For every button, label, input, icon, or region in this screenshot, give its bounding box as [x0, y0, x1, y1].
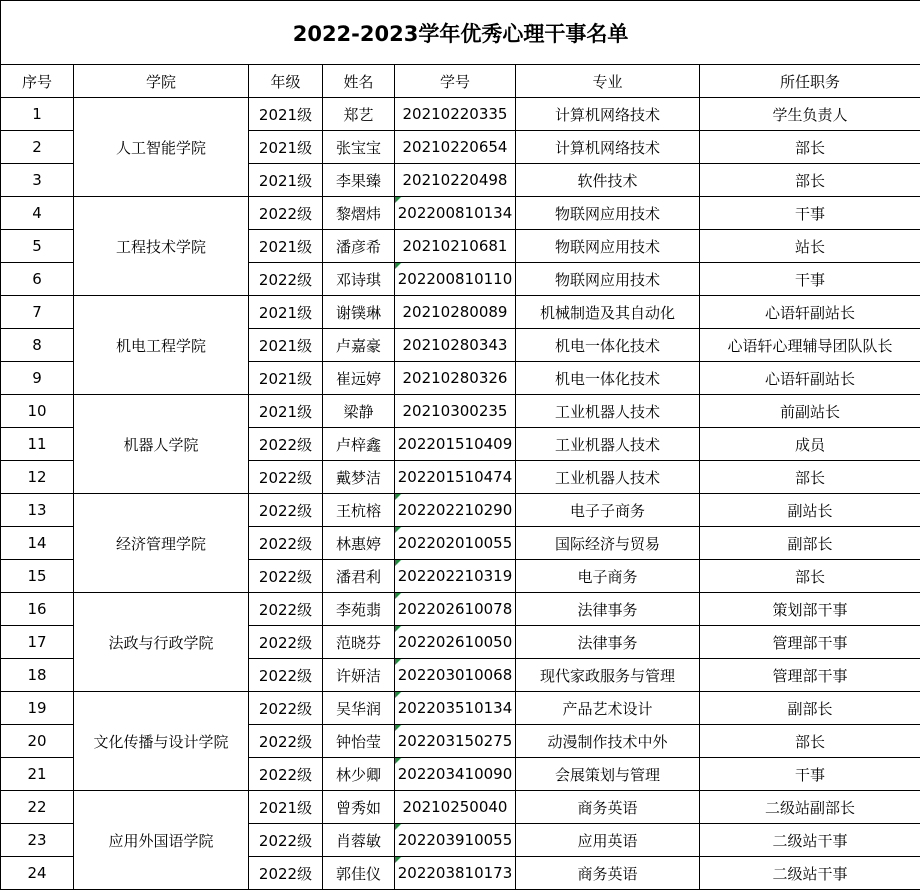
cell-name[interactable]: 潘君利 — [323, 560, 395, 593]
cell-position[interactable]: 管理部干事 — [700, 626, 920, 659]
cell-position[interactable]: 二级站干事 — [700, 857, 920, 890]
cell-position[interactable]: 学生负责人 — [700, 98, 920, 131]
cell-major[interactable]: 物联网应用技术 — [516, 197, 700, 230]
cell-grade[interactable]: 2021级 — [249, 230, 323, 263]
header-cell-no[interactable]: 序号 — [1, 65, 74, 98]
cell-name[interactable]: 王杭榕 — [323, 494, 395, 527]
cell-no[interactable]: 18 — [1, 659, 74, 692]
cell-grade[interactable]: 2022级 — [249, 197, 323, 230]
cell-no[interactable]: 22 — [1, 791, 74, 824]
header-cell-student-id[interactable]: 学号 — [395, 65, 516, 98]
cell-college[interactable]: 法政与行政学院 — [74, 593, 249, 692]
cell-student-id[interactable]: 202203910055 — [395, 824, 516, 857]
sheet-title[interactable]: 2022-2023学年优秀心理干事名单 — [1, 1, 920, 65]
cell-student-id[interactable]: 202203510134 — [395, 692, 516, 725]
cell-college[interactable]: 机电工程学院 — [74, 296, 249, 395]
header-cell-position[interactable]: 所任职务 — [700, 65, 920, 98]
cell-major[interactable]: 动漫制作技术中外 — [516, 725, 700, 758]
cell-grade[interactable]: 2022级 — [249, 263, 323, 296]
cell-grade[interactable]: 2022级 — [249, 593, 323, 626]
cell-grade[interactable]: 2021级 — [249, 164, 323, 197]
table-row — [1, 791, 920, 824]
cell-no[interactable]: 23 — [1, 824, 74, 857]
cell-major[interactable]: 法律事务 — [516, 593, 700, 626]
cell-name[interactable]: 李苑翡 — [323, 593, 395, 626]
table-row — [1, 494, 920, 527]
cell-student-id[interactable]: 202202010055 — [395, 527, 516, 560]
cell-major[interactable]: 现代家政服务与管理 — [516, 659, 700, 692]
cell-position[interactable]: 副站长 — [700, 494, 920, 527]
cell-college[interactable]: 经济管理学院 — [74, 494, 249, 593]
cell-major[interactable]: 计算机网络技术 — [516, 98, 700, 131]
cell-no[interactable]: 14 — [1, 527, 74, 560]
cell-name[interactable]: 钟怡莹 — [323, 725, 395, 758]
cell-grade[interactable]: 2022级 — [249, 461, 323, 494]
cell-position[interactable]: 副部长 — [700, 692, 920, 725]
cell-student-id[interactable]: 202200810110 — [395, 263, 516, 296]
cell-student-id[interactable]: 20210280089 — [395, 296, 516, 329]
cell-position[interactable]: 管理部干事 — [700, 659, 920, 692]
table-row — [1, 98, 920, 131]
cell-student-id[interactable]: 202200810134 — [395, 197, 516, 230]
cell-name[interactable]: 范晓芬 — [323, 626, 395, 659]
cell-position[interactable]: 前副站长 — [700, 395, 920, 428]
table-row — [1, 692, 920, 725]
cell-major[interactable]: 机电一体化技术 — [516, 362, 700, 395]
cell-student-id[interactable]: 20210280343 — [395, 329, 516, 362]
cell-name[interactable]: 李果臻 — [323, 164, 395, 197]
header-row — [1, 65, 920, 98]
cell-position[interactable]: 部长 — [700, 560, 920, 593]
cell-student-id[interactable]: 20210220654 — [395, 131, 516, 164]
cell-major[interactable]: 工业机器人技术 — [516, 461, 700, 494]
cell-name[interactable]: 潘彦希 — [323, 230, 395, 263]
cell-name[interactable]: 林少卿 — [323, 758, 395, 791]
cell-student-id[interactable]: 20210220498 — [395, 164, 516, 197]
cell-student-id[interactable]: 202201510474 — [395, 461, 516, 494]
cell-student-id[interactable]: 20210210681 — [395, 230, 516, 263]
cell-no[interactable]: 6 — [1, 263, 74, 296]
cell-grade[interactable]: 2021级 — [249, 98, 323, 131]
header-cell-college[interactable]: 学院 — [74, 65, 249, 98]
cell-grade[interactable]: 2021级 — [249, 362, 323, 395]
cell-no[interactable]: 21 — [1, 758, 74, 791]
cell-student-id[interactable]: 20210250040 — [395, 791, 516, 824]
cell-student-id[interactable]: 202202210290 — [395, 494, 516, 527]
cell-position[interactable]: 站长 — [700, 230, 920, 263]
cell-major[interactable]: 计算机网络技术 — [516, 131, 700, 164]
cell-student-id[interactable]: 202202610078 — [395, 593, 516, 626]
cell-student-id[interactable]: 202201510409 — [395, 428, 516, 461]
cell-no[interactable]: 5 — [1, 230, 74, 263]
cell-position[interactable]: 部长 — [700, 164, 920, 197]
cell-major[interactable]: 工业机器人技术 — [516, 395, 700, 428]
table-row — [1, 395, 920, 428]
cell-grade[interactable]: 2022级 — [249, 527, 323, 560]
cell-no[interactable]: 1 — [1, 98, 74, 131]
cell-name[interactable]: 卢嘉豪 — [323, 329, 395, 362]
cell-name[interactable]: 黎熠炜 — [323, 197, 395, 230]
cell-major[interactable]: 商务英语 — [516, 857, 700, 890]
cell-name[interactable]: 梁静 — [323, 395, 395, 428]
cell-major[interactable]: 电子商务 — [516, 560, 700, 593]
cell-name[interactable]: 卢梓鑫 — [323, 428, 395, 461]
cell-name[interactable]: 郭佳仪 — [323, 857, 395, 890]
cell-college[interactable]: 应用外国语学院 — [74, 791, 249, 890]
cell-position[interactable]: 策划部干事 — [700, 593, 920, 626]
cell-position[interactable]: 部长 — [700, 725, 920, 758]
cell-major[interactable]: 物联网应用技术 — [516, 230, 700, 263]
cell-major[interactable]: 法律事务 — [516, 626, 700, 659]
cell-no[interactable]: 16 — [1, 593, 74, 626]
cell-name[interactable]: 张宝宝 — [323, 131, 395, 164]
cell-major[interactable]: 产品艺术设计 — [516, 692, 700, 725]
cell-name[interactable]: 肖蓉敏 — [323, 824, 395, 857]
cell-no[interactable]: 24 — [1, 857, 74, 890]
cell-grade[interactable]: 2022级 — [249, 494, 323, 527]
cell-position[interactable]: 部长 — [700, 461, 920, 494]
cell-position[interactable]: 心语轩心理辅导团队队长 — [700, 329, 920, 362]
cell-no[interactable]: 11 — [1, 428, 74, 461]
cell-grade[interactable]: 2022级 — [249, 626, 323, 659]
cell-college[interactable]: 文化传播与设计学院 — [74, 692, 249, 791]
table-row — [1, 197, 920, 230]
header-cell-major[interactable]: 专业 — [516, 65, 700, 98]
cell-grade[interactable]: 2022级 — [249, 725, 323, 758]
cell-grade[interactable]: 2022级 — [249, 758, 323, 791]
cell-name[interactable]: 谢镤琳 — [323, 296, 395, 329]
cell-student-id[interactable]: 202203810173 — [395, 857, 516, 890]
cell-name[interactable]: 戴梦洁 — [323, 461, 395, 494]
cell-no[interactable]: 17 — [1, 626, 74, 659]
cell-position[interactable]: 二级站副部长 — [700, 791, 920, 824]
cell-college[interactable]: 机器人学院 — [74, 395, 249, 494]
cell-no[interactable]: 15 — [1, 560, 74, 593]
cell-position[interactable]: 干事 — [700, 758, 920, 791]
cell-no[interactable]: 9 — [1, 362, 74, 395]
cell-grade[interactable]: 2022级 — [249, 659, 323, 692]
cell-grade[interactable]: 2022级 — [249, 692, 323, 725]
cell-student-id[interactable]: 202202210319 — [395, 560, 516, 593]
cell-no[interactable]: 2 — [1, 131, 74, 164]
cell-major[interactable]: 会展策划与管理 — [516, 758, 700, 791]
cell-student-id[interactable]: 202203410090 — [395, 758, 516, 791]
cell-name[interactable]: 邓诗琪 — [323, 263, 395, 296]
cell-student-id[interactable]: 20210280326 — [395, 362, 516, 395]
cell-major[interactable]: 商务英语 — [516, 791, 700, 824]
cell-position[interactable]: 部长 — [700, 131, 920, 164]
cell-position[interactable]: 成员 — [700, 428, 920, 461]
cell-name[interactable]: 吴华润 — [323, 692, 395, 725]
cell-name[interactable]: 许妍洁 — [323, 659, 395, 692]
cell-name[interactable]: 曾秀如 — [323, 791, 395, 824]
table-row — [1, 296, 920, 329]
cell-grade[interactable]: 2021级 — [249, 791, 323, 824]
cell-position[interactable]: 心语轩副站长 — [700, 362, 920, 395]
cell-grade[interactable]: 2021级 — [249, 296, 323, 329]
cell-position[interactable]: 副部长 — [700, 527, 920, 560]
cell-major[interactable]: 软件技术 — [516, 164, 700, 197]
cell-no[interactable]: 8 — [1, 329, 74, 362]
cell-no[interactable]: 12 — [1, 461, 74, 494]
cell-no[interactable]: 13 — [1, 494, 74, 527]
cell-no[interactable]: 3 — [1, 164, 74, 197]
cell-position[interactable]: 干事 — [700, 197, 920, 230]
cell-student-id[interactable]: 202203150275 — [395, 725, 516, 758]
cell-no[interactable]: 4 — [1, 197, 74, 230]
cell-no[interactable]: 10 — [1, 395, 74, 428]
cell-name[interactable]: 崔远婷 — [323, 362, 395, 395]
cell-grade[interactable]: 2022级 — [249, 824, 323, 857]
header-cell-name[interactable]: 姓名 — [323, 65, 395, 98]
table-row — [1, 593, 920, 626]
cell-grade[interactable]: 2021级 — [249, 329, 323, 362]
cell-grade[interactable]: 2021级 — [249, 395, 323, 428]
cell-name[interactable]: 郑艺 — [323, 98, 395, 131]
cell-student-id[interactable]: 202203010068 — [395, 659, 516, 692]
cell-major[interactable]: 应用英语 — [516, 824, 700, 857]
cell-grade[interactable]: 2022级 — [249, 857, 323, 890]
header-cell-grade[interactable]: 年级 — [249, 65, 323, 98]
cell-major[interactable]: 机械制造及其自动化 — [516, 296, 700, 329]
cell-major[interactable]: 工业机器人技术 — [516, 428, 700, 461]
cell-grade[interactable]: 2021级 — [249, 131, 323, 164]
cell-name[interactable]: 林惠婷 — [323, 527, 395, 560]
cell-college[interactable]: 工程技术学院 — [74, 197, 249, 296]
cell-college[interactable]: 人工智能学院 — [74, 98, 249, 197]
cell-student-id[interactable]: 20210220335 — [395, 98, 516, 131]
cell-no[interactable]: 7 — [1, 296, 74, 329]
cell-student-id[interactable]: 202202610050 — [395, 626, 516, 659]
cell-grade[interactable]: 2022级 — [249, 428, 323, 461]
cell-major[interactable]: 物联网应用技术 — [516, 263, 700, 296]
cell-major[interactable]: 电子子商务 — [516, 494, 700, 527]
cell-position[interactable]: 心语轩副站长 — [700, 296, 920, 329]
cell-position[interactable]: 干事 — [700, 263, 920, 296]
cell-major[interactable]: 国际经济与贸易 — [516, 527, 700, 560]
cell-position[interactable]: 二级站干事 — [700, 824, 920, 857]
cell-no[interactable]: 20 — [1, 725, 74, 758]
cell-student-id[interactable]: 20210300235 — [395, 395, 516, 428]
cell-major[interactable]: 机电一体化技术 — [516, 329, 700, 362]
cell-no[interactable]: 19 — [1, 692, 74, 725]
cell-grade[interactable]: 2022级 — [249, 560, 323, 593]
